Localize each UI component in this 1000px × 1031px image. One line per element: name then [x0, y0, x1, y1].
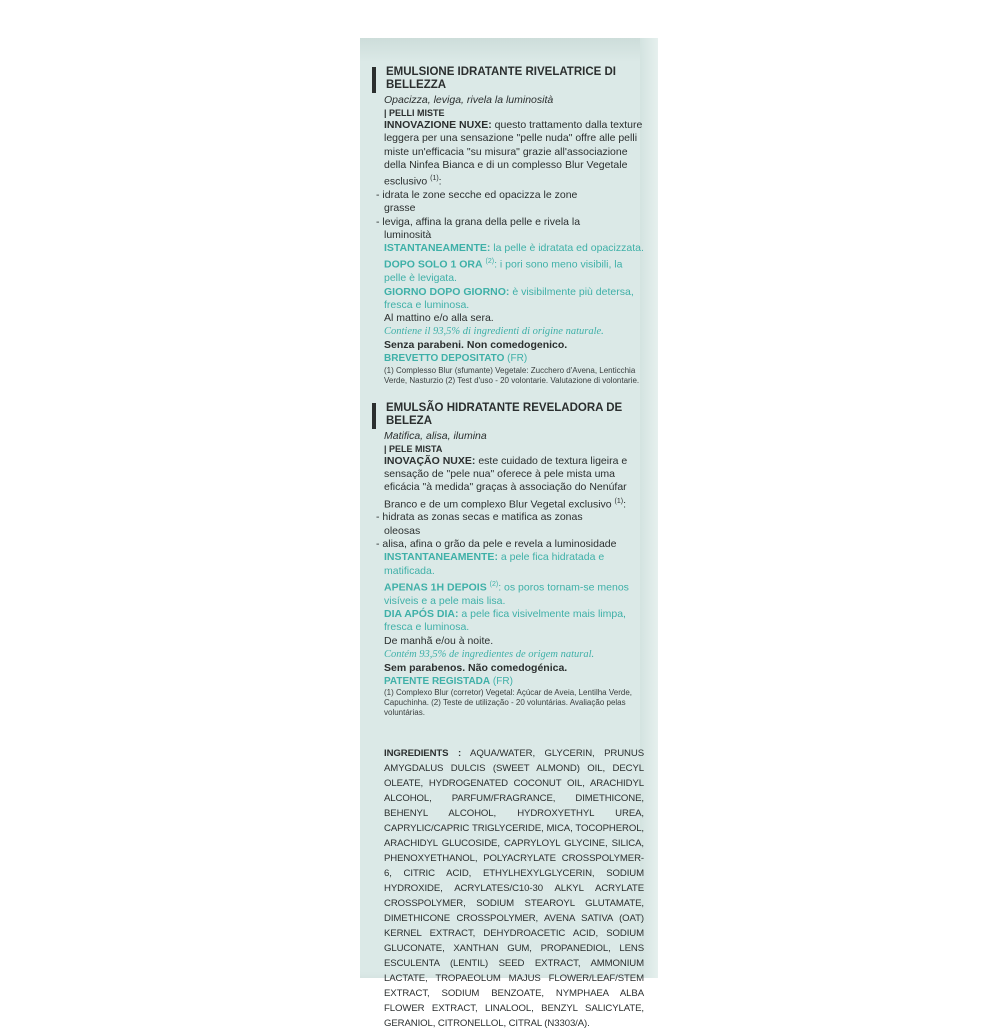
- pt-day-label: DIA APÓS DIA:: [384, 608, 459, 621]
- pt-skin-type: | PELE MISTA: [384, 443, 644, 455]
- pt-usage: De manhã e/ou à noite.: [384, 634, 494, 647]
- it-instant-text: la pelle è idratata ed opacizzata.: [490, 242, 644, 255]
- it-after: [384, 255, 644, 285]
- pt-bullet-1: - hidrata as zonas secas e matifica as zonas: [376, 511, 583, 524]
- pt-intro-text: este cuidado de textura ligeira e sensação de "pele nua" oferece à pele mista uma eficácia "à medida" graças à associação do Nenúfar Branco e de um complexo Blur Vegetal exclusivo: [384, 454, 628, 511]
- pt-instant-text: a pele fica hidratada e matificada.: [384, 551, 605, 577]
- it-intro-label: INNOVAZIONE NUXE:: [384, 119, 492, 131]
- pt-subtitle: Matifica, alisa, ilumina: [384, 429, 487, 442]
- it-claims: Senza parabeni. Non comedogenico.: [384, 339, 568, 352]
- ingredients-text: AQUA/WATER, GLYCERIN, PRUNUS AMYGDALUS DULCIS (SWEET ALMOND) OIL, DECYL OLEATE, HYDROGENATED COCONUT OIL, ARACHIDYL ALCOHOL, PARFUM/FRAGRANCE, DIMETHICONE, BEHENYL ALCOHOL, HYDROXYETHYL UREA, CAPRYLIC/CAPRIC TRIGLYCERIDE, MICA, TOCOPHEROL, ARACHIDYL GLUCOSIDE, CAPRYLOYL GLYCINE, SILICA, PHENOXYETHANOL, POLYACRYLATE CROSSPOLYMER-6, CITRIC ACID, ETHYLHEXYLGLYCERIN, SODIUM HYDROXIDE, ACRYLATES/C10-30 ALKYL ACRYLATE CROSSPOLYMER, SODIUM STEAROYL GLUTAMATE, DIMETHICONE CROSSPOLYMER, AVENA SATIVA (OAT) KERNEL EXTRACT, DEHYDROACETIC ACID, SODIUM GLUCONATE, XANTHAN GUM, PROPANEDIOL, LENS ESCULENTA (LENTIL) SEED EXTRACT, AMMONIUM LACTATE, TROPAEOLUM MAJUS FLOWER/LEAF/STEM EXTRACT, SODIUM BENZOATE, NYMPHAEA ALBA FLOWER EXTRACT, LINALOOL, BENZYL SALICYLATE, GERANIOL, CITRONELLOL, CITRAL (N3303/A).: [384, 748, 645, 1030]
- it-patent-fr: (FR): [504, 353, 528, 365]
- pt-footnote: (1) Complexo Blur (corretor) Vegetal: Açúcar de Aveia, Lentilha Verde, Capuchinha. (2) Teste de utilização - 20 voluntárias. Avaliação pelas voluntárias.: [384, 688, 632, 718]
- pt-section-title: EMULSÃO HIDRATANTE REVELADORA DE BELEZA: [372, 402, 644, 428]
- box-text-panel: [372, 66, 644, 1031]
- ingredients-label: INGREDIENTS :: [384, 748, 462, 760]
- pt-bullet-2: - alisa, afina o grão da pele e revela a luminosidade: [376, 538, 617, 551]
- it-patent-label: BREVETTO DEPOSITATO: [384, 353, 505, 365]
- pt-patent: [384, 675, 644, 688]
- pt-instant: [384, 551, 644, 578]
- it-bullet-2: - leviga, affina la grana della pelle e rivela la: [376, 215, 581, 228]
- pt-patent-label: PATENTE REGISTADA: [384, 675, 491, 687]
- pt-intro-label: INOVAÇÃO NUXE:: [384, 454, 476, 467]
- it-bullet-1-cont: grasse: [384, 202, 416, 215]
- it-day: [384, 286, 644, 313]
- it-subtitle: Opacizza, leviga, rivela la luminosità: [384, 94, 554, 106]
- pt-claims: Sem parabenos. Não comedogénica.: [384, 661, 568, 674]
- it-section-title: EMULSIONE IDRATANTE RIVELATRICE DI BELLEZZA: [372, 66, 644, 92]
- it-skin-type: | PELLI MISTE: [384, 107, 644, 119]
- it-footnote: (1) Complesso Blur (sfumante) Vegetale: Zucchero d'Avena, Lenticchia Verde, Nasturzio (2) Test d'uso - 20 volontarie. Valutazione di volontarie.: [384, 365, 640, 385]
- pt-bullet-1-cont: oleosas: [384, 524, 421, 537]
- pt-after: [384, 578, 644, 608]
- it-bullet-1: - idrata le zone secche ed opacizza le zone: [376, 188, 578, 201]
- pt-intro-sup: (1): [614, 497, 624, 505]
- box-top-edge: [360, 38, 658, 62]
- it-intro-text: questo trattamento dalla texture leggera per una sensazione "pelle nuda" offre alle pelli miste un'efficacia "su misura" grazie all'associazione della Ninfea Bianca e di un complesso Blur Vegetale esclusivo: [384, 119, 643, 188]
- it-intro: [384, 119, 644, 189]
- pt-natural-claim: Contém 93,5% de ingredientes de origem natural.: [384, 648, 595, 660]
- it-instant: [384, 242, 644, 255]
- it-instant-label: ISTANTANEAMENTE:: [384, 242, 491, 255]
- pt-after-text: : os poros tornam-se menos visíveis e a pele mais lisa.: [384, 581, 629, 607]
- it-usage: Al mattino e/o alla sera.: [384, 312, 494, 325]
- ingredients-list: [384, 746, 644, 1031]
- pt-intro-end: :: [623, 498, 627, 511]
- pt-patent-fr: (FR): [490, 675, 513, 687]
- pt-intro: [384, 455, 644, 512]
- it-patent: [384, 352, 644, 365]
- pt-instant-label: INSTANTANEAMENTE:: [384, 551, 498, 564]
- it-intro-sup: (1): [430, 175, 439, 183]
- it-after-label: DOPO SOLO 1 ORA: [384, 258, 483, 271]
- it-after-sup: (2): [485, 258, 495, 266]
- pt-day: [384, 608, 644, 635]
- it-intro-end: :: [438, 175, 442, 188]
- pt-day-text: a pele fica visivelmente mais limpa, fresca e luminosa.: [384, 608, 626, 634]
- it-bullet-2-cont: luminosità: [384, 228, 432, 241]
- it-after-text: : i pori sono meno visibili, la pelle è levigata.: [384, 258, 623, 285]
- it-natural-claim: Contiene il 93,5% di ingredienti di origine naturale.: [384, 326, 604, 338]
- pt-after-sup: (2): [489, 580, 499, 588]
- it-day-text: è visibilmente più detersa, fresca e luminosa.: [384, 285, 634, 311]
- it-day-label: GIORNO DOPO GIORNO:: [384, 285, 510, 298]
- pt-after-label: APENAS 1H DEPOIS: [384, 581, 487, 594]
